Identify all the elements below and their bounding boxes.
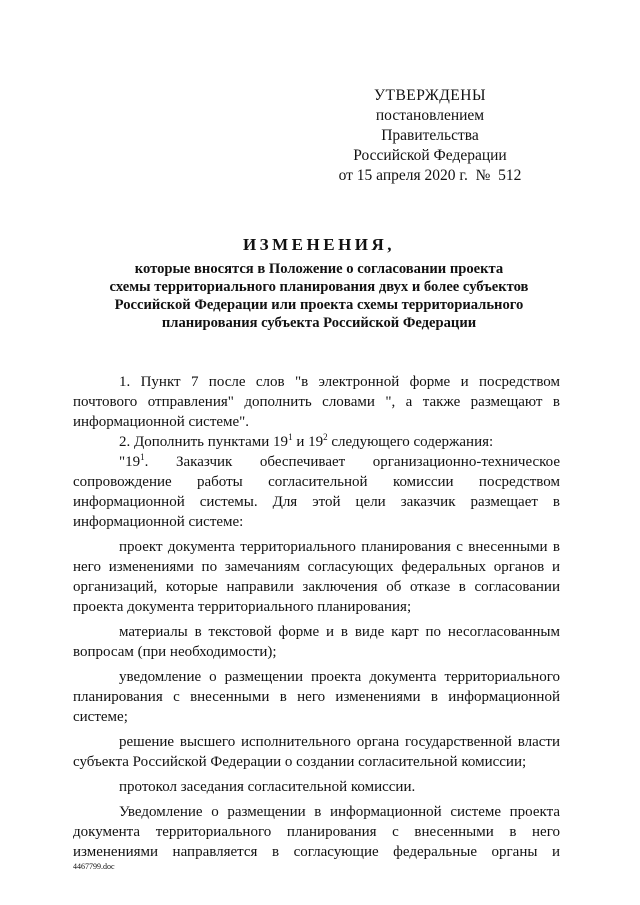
- superscript: 1: [288, 432, 293, 442]
- approval-line-date-number: от 15 апреля 2020 г. № 512: [338, 167, 522, 184]
- list-item: протокол заседания согласительной комиссии.: [119, 779, 416, 795]
- approval-line-resolution: постановлением Правительства: [375, 107, 485, 144]
- subtitle-line: Российской Федерации или проекта схемы территориального: [114, 297, 524, 313]
- list-item: проект документа территориального планирования с внесенными в него изменениями по замечаниям согласующих федеральных органов и организаций, которые направили заключения об отказе в согласовании проекта документа территориального планирования;: [73, 539, 560, 615]
- approval-block: [330, 86, 530, 186]
- paragraph-item-1: 1. Пункт 7 после слов "в электронной форме и посредством почтового отправления" дополнить словами ", а также размещают в информационной системе".: [73, 374, 560, 430]
- list-item: уведомление о размещении проекта документа территориального планирования с внесенными в него изменениями в информационной системе;: [73, 669, 560, 725]
- paragraph-text: "19: [119, 454, 141, 470]
- document-subtitle: [70, 260, 568, 332]
- subtitle-line: планирования субъекта Российской Федерации: [161, 315, 477, 331]
- list-item: решение высшего исполнительного органа государственной власти субъекта Российской Федерации о создании согласительной комиссии;: [73, 734, 560, 770]
- file-reference: 4467799.doc: [73, 862, 115, 871]
- list-item: материалы в текстовой форме и в виде карт по несогласованным вопросам (при необходимости);: [73, 624, 560, 660]
- superscript: 2: [323, 432, 328, 442]
- paragraph-point-19-1: [73, 452, 560, 532]
- paragraph-text: следующего содержания:: [327, 434, 494, 450]
- document-title: ИЗМЕНЕНИЯ,: [242, 235, 396, 254]
- approval-line-country: Российской Федерации: [353, 147, 507, 164]
- subtitle-line: которые вносятся в Положение о согласовании проекта: [134, 261, 504, 277]
- paragraph-text: 2. Дополнить пунктами 19: [119, 434, 289, 450]
- paragraph-item-2: [73, 432, 560, 452]
- paragraph-text: . Заказчик обеспечивает организационно-техническое сопровождение работы согласительной комиссии посредством информационной системы. Для этой цели заказчик размещает в информационной системе:: [73, 454, 560, 530]
- paragraph-text: и 19: [292, 434, 324, 450]
- subtitle-line: схемы территориального планирования двух и более субъектов: [109, 279, 529, 295]
- document-body: [73, 372, 560, 862]
- paragraph-notification: Уведомление о размещении в информационной системе проекта документа территориального планирования с внесенными в него изменениями направляется в согласующие федеральные органы и: [73, 804, 560, 860]
- approval-heading: УТВЕРЖДЕНЫ: [374, 87, 486, 104]
- superscript: 1: [140, 452, 145, 462]
